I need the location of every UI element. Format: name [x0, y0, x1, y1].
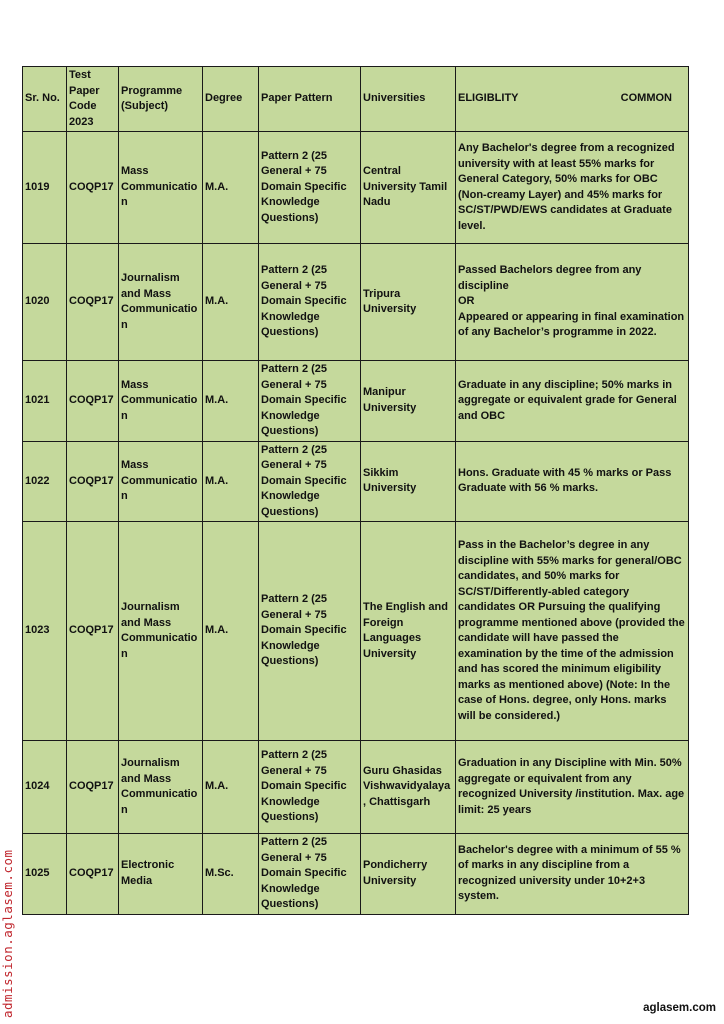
table-row [23, 522, 689, 741]
cell-code: COQP17 [67, 741, 119, 834]
header-eligibility-label: ELIGIBLITY [458, 92, 519, 105]
cell-programme: Mass Communication [119, 361, 203, 442]
eligibility-table [22, 66, 689, 915]
cell-sr-no: 1022 [23, 441, 67, 522]
cell-degree: M.A. [203, 361, 259, 442]
cell-degree: M.A. [203, 522, 259, 741]
cell-university: Pondicherry University [361, 834, 456, 915]
cell-university: Central University Tamil Nadu [361, 132, 456, 244]
header-test-paper-code: Test Paper Code 2023 [67, 67, 119, 132]
header-universities: Universities [361, 67, 456, 132]
table-row [23, 741, 689, 834]
cell-degree: M.Sc. [203, 834, 259, 915]
footer-brand: aglasem.com [643, 1002, 716, 1014]
cell-eligibility: Passed Bachelors degree from any discipline OR Appeared or appearing in final examination of any Bachelor’s programme in 2022. [456, 244, 689, 361]
cell-programme: Electronic Media [119, 834, 203, 915]
cell-eligibility: Bachelor's degree with a minimum of 55 % of marks in any discipline from a recognized university under 10+2+3 system. [456, 834, 689, 915]
cell-university: Sikkim University [361, 441, 456, 522]
header-degree: Degree [203, 67, 259, 132]
cell-programme: Journalism and Mass Communication [119, 741, 203, 834]
header-common-label: COMMON [620, 92, 672, 105]
cell-sr-no: 1021 [23, 361, 67, 442]
cell-code: COQP17 [67, 834, 119, 915]
cell-code: COQP17 [67, 132, 119, 244]
cell-pattern: Pattern 2 (25 General + 75 Domain Specific Knowledge Questions) [259, 741, 361, 834]
cell-eligibility: Any Bachelor's degree from a recognized university with at least 55% marks for General Category, 50% marks for OBC (Non-creamy Layer) and 45% marks for SC/ST/PWD/EWS candidates at Graduate level. [456, 132, 689, 244]
cell-sr-no: 1024 [23, 741, 67, 834]
cell-eligibility: Pass in the Bachelor’s degree in any discipline with 55% marks for general/OBC candidates, and 50% marks for SC/ST/Differently-abled category candidates OR Pursuing the qualifying programme mentioned above (provided the candidate will have passed the examination by the time of the admission and has scored the minimum eligibility marks as mentioned above) (Note: In the case of Hons. degree, only Hons. marks will be considered.) [456, 522, 689, 741]
cell-university: Tripura University [361, 244, 456, 361]
cell-code: COQP17 [67, 244, 119, 361]
header-programme: Programme (Subject) [119, 67, 203, 132]
cell-code: COQP17 [67, 441, 119, 522]
cell-university: The English and Foreign Languages University [361, 522, 456, 741]
header-sr-no: Sr. No. [23, 67, 67, 132]
cell-pattern: Pattern 2 (25 General + 75 Domain Specific Knowledge Questions) [259, 132, 361, 244]
header-paper-pattern: Paper Pattern [259, 67, 361, 132]
cell-degree: M.A. [203, 132, 259, 244]
cell-pattern: Pattern 2 (25 General + 75 Domain Specific Knowledge Questions) [259, 361, 361, 442]
cell-programme: Mass Communication [119, 441, 203, 522]
cell-eligibility: Graduation in any Discipline with Min. 50% aggregate or equivalent from any recognized University /institution. Max. age limit: 25 years [456, 741, 689, 834]
cell-programme: Journalism and Mass Communication [119, 244, 203, 361]
cell-pattern: Pattern 2 (25 General + 75 Domain Specific Knowledge Questions) [259, 834, 361, 915]
cell-code: COQP17 [67, 361, 119, 442]
cell-degree: M.A. [203, 244, 259, 361]
cell-programme: Mass Communication [119, 132, 203, 244]
cell-pattern: Pattern 2 (25 General + 75 Domain Specific Knowledge Questions) [259, 522, 361, 741]
cell-code: COQP17 [67, 522, 119, 741]
cell-sr-no: 1020 [23, 244, 67, 361]
watermark-text: admission.aglasem.com [0, 849, 15, 1018]
table-row [23, 361, 689, 442]
table-row [23, 132, 689, 244]
cell-university: Manipur University [361, 361, 456, 442]
cell-sr-no: 1023 [23, 522, 67, 741]
table-row [23, 834, 689, 915]
cell-eligibility: Graduate in any discipline; 50% marks in aggregate or equivalent grade for General and OBC [456, 361, 689, 442]
cell-degree: M.A. [203, 441, 259, 522]
table-row [23, 244, 689, 361]
cell-pattern: Pattern 2 (25 General + 75 Domain Specific Knowledge Questions) [259, 244, 361, 361]
cell-eligibility: Hons. Graduate with 45 % marks or Pass Graduate with 56 % marks. [456, 441, 689, 522]
cell-sr-no: 1019 [23, 132, 67, 244]
cell-programme: Journalism and Mass Communication [119, 522, 203, 741]
header-eligibility [456, 67, 689, 132]
table-row [23, 441, 689, 522]
table-header-row [23, 67, 689, 132]
cell-sr-no: 1025 [23, 834, 67, 915]
cell-degree: M.A. [203, 741, 259, 834]
cell-university: Guru Ghasidas Vishwavidyalaya, Chattisgarh [361, 741, 456, 834]
eligibility-table-container [22, 66, 688, 915]
cell-pattern: Pattern 2 (25 General + 75 Domain Specific Knowledge Questions) [259, 441, 361, 522]
